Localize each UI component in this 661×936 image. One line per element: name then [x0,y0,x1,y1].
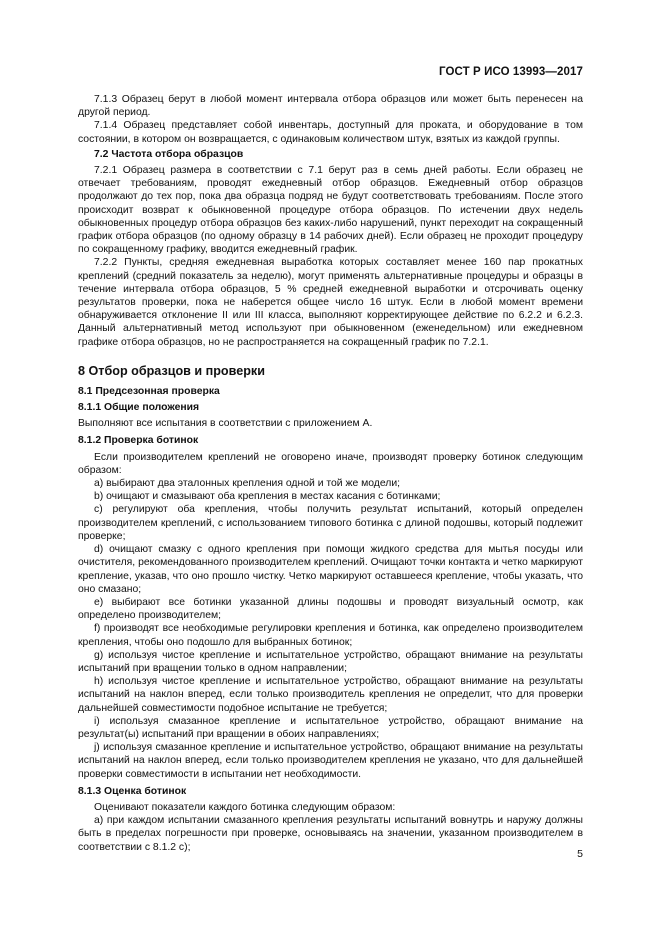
heading-7-2: 7.2 Частота отбора образцов [94,148,244,160]
clause-7-2-1: 7.2.1 Образец размера в соответствии с 7.1 берут раз в семь дней работы. Если образец не отвечает требованиям, проводят ежедневный отбор образцов. Ежедневный отбор образцов продолжают до тех пор, пока два образца подряд не будут соответствовать требованиям. После этого происходит возврат к обыкновенной процедуре отбора образцов. По истечении двух недель обыкновенных процедур отбора образцов без каких-либо нарушений, пункт переходит на сокращенный график отбора образцов (по одному образцу в 14 рабочих дней). Если образец не проходит процедуру по сокращенному графику, вводится ежедневный график. [78,165,583,256]
clause-8-1-3-intro: Оценивают показатели каждого ботинка следующим образом: [94,801,396,813]
heading-8-1: 8.1 Предсезонная проверка [78,385,220,397]
list-item-d: d) очищают смазку с одного крепления при помощи жидкого средства для мытья посуды или очистителя, рекомендованного производителем креплений. Очищают точки контакта и четко маркируют крепление, указав, что оно прошло чистку. Четко маркируют оставшееся крепление, чтобы указать, что оно смазано; [78,544,583,595]
clause-8-1-2-intro: Если производителем креплений не оговорено иначе, производят проверку ботинок следующим образом: [78,451,583,476]
document-code-header: ГОСТ Р ИСО 13993—2017 [438,66,583,78]
list-item-f: f) производят все необходимые регулировки крепления и ботинка, как определено производителем крепления, чтобы оно подошло для выбранных ботинок; [78,623,583,648]
list-item-c: c) регулируют оба крепления, чтобы получить результат испытаний, который определен производителем креплений, с использованием типового ботинка с длиной подошвы, который подлежит проверке; [78,504,583,542]
heading-8-1-2: 8.1.2 Проверка ботинок [78,435,199,447]
clause-7-1-3: 7.1.3 Образец берут в любой момент интервала отбора образцов или может быть перенесен на другой период. [78,94,583,119]
clause-8-1-1-text: Выполняют все испытания в соответствии с приложением А. [78,418,373,430]
page-content [78,93,583,854]
list-item-b: b) очищают и смазывают оба крепления в местах касания с ботинками; [94,491,441,503]
list-item-i: i) используя смазанное крепление и испытательное устройство, обращают внимание на результат(ы) испытаний при вращении в обоих направлениях; [78,715,583,740]
heading-section-8: 8 Отбор образцов и проверки [78,363,265,378]
list-item-e: e) выбирают все ботинки указанной длины подошвы и проводят визуальный осмотр, как определено производителем; [78,596,583,622]
clause-7-2-2: 7.2.2 Пункты, средняя ежедневная выработка которых составляет менее 160 пар прокатных креплений (средний показатель за неделю), могут применять альтернативные процедуры и образцы в течение интервала отбора образцов, 5 % средней ежедневной выработки и отсрочивать оценку результатов проверки, пока не наберется общее число 16 штук. Если в любой момент времени обнаруживается отклонение II или III класса, выполняют корректирующее действие по 6.2.2 и 6.2.3. Данный альтернативный метод используют при обыкновенном (еженедельном) или ежедневном графике отбора образцов, но не распространяется на сокращенный график по 7.2.1. [78,257,583,348]
list-item-h: h) используя чистое крепление и испытательное устройство, обращают внимание на результаты испытаний на наклон вперед, если только производитель крепления не определит, что для проверки дальнейшей совместимости подобное испытание не требуется; [78,676,583,714]
heading-8-1-3: 8.1.3 Оценка ботинок [78,785,187,797]
page-number: 5 [577,848,583,860]
list-item-a: a) выбирают два эталонных крепления одной и той же модели; [94,478,401,490]
clause-7-1-4: 7.1.4 Образец представляет собой инвентарь, доступный для проката, и оборудование в том состоянии, в котором он возвращается, с одинаковым количеством штук, взятых из каждой группы. [78,120,583,145]
list-item-g: g) используя чистое крепление и испытательное устройство, обращают внимание на результаты испытаний при вращении только в одном направлении; [78,649,583,674]
heading-8-1-1: 8.1.1 Общие положения [78,402,200,414]
list-item-j: j) используя смазанное крепление и испытательное устройство, обращают внимание на результаты испытаний на наклон вперед, если только производителем крепления не указано, что для дальнейшей проверки совместимости в испытании нет необходимости. [78,742,583,780]
list-item-a-evaluation: a) при каждом испытании смазанного крепления результаты испытаний вовнутрь и наружу должны быть в пределах погрешности при проверке, основываясь на значении, указанном производителем в соответствии с 8.1.2 c); [78,815,583,853]
